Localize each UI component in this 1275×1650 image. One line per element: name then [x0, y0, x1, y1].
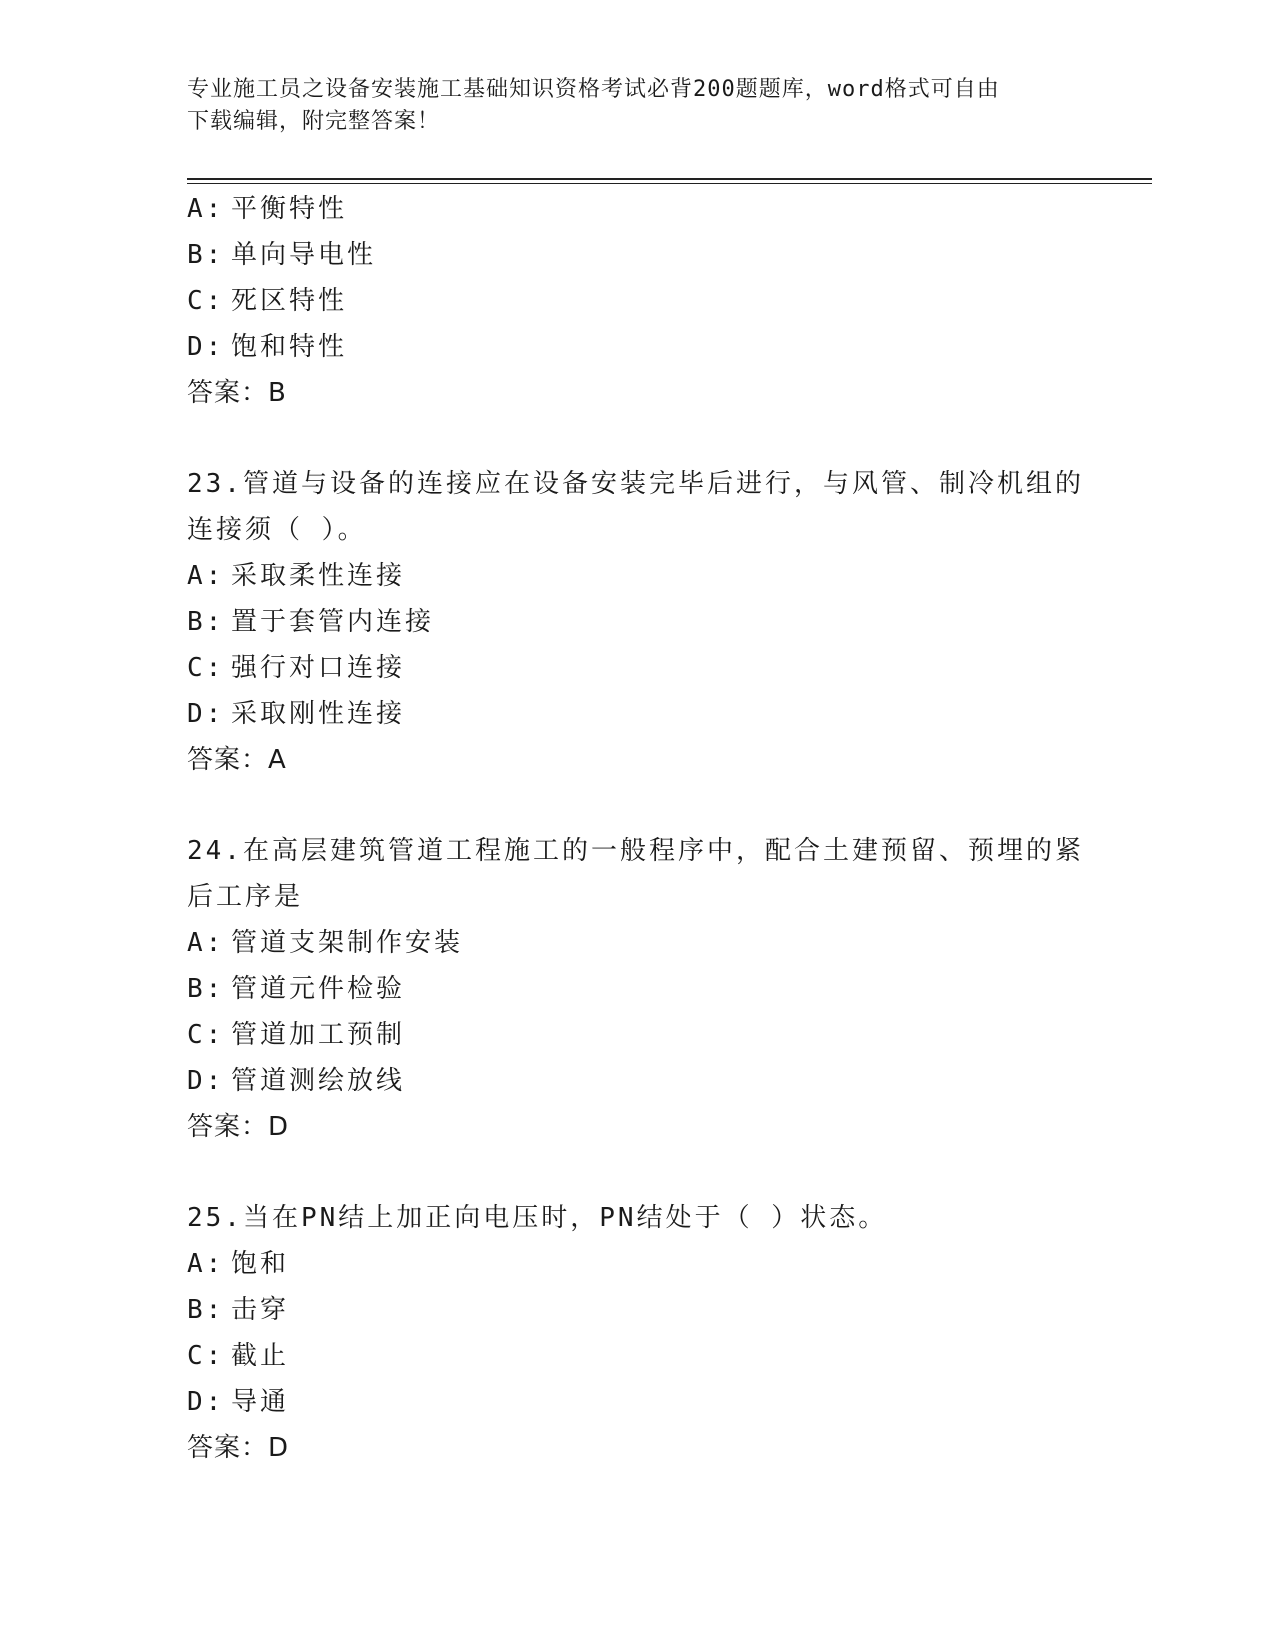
question-stem-line-2: 后工序是: [187, 882, 304, 912]
answer-line: 答案：B: [187, 378, 287, 408]
document-header: [187, 74, 1067, 138]
option-a: A: 管道支架制作安装: [187, 928, 464, 958]
option-a: A: 平衡特性: [187, 194, 348, 224]
answer-line: 答案：D: [187, 1112, 290, 1142]
question-23: [187, 461, 1087, 783]
option-b: B: 单向导电性: [187, 240, 377, 270]
question-25: [187, 1195, 1087, 1471]
question-24: [187, 828, 1087, 1150]
question-stem-line-1: 25.当在PN结上加正向电压时，PN结处于（ ）状态。: [187, 1203, 888, 1233]
option-d: D: 管道测绘放线: [187, 1066, 406, 1096]
question-list: [187, 186, 1087, 1471]
question-22: [187, 186, 1087, 416]
option-a: A: 采取柔性连接: [187, 561, 406, 591]
option-b: B: 置于套管内连接: [187, 607, 435, 637]
header-line-2: 下载编辑，附完整答案！: [187, 109, 441, 134]
option-b: B: 击穿: [187, 1295, 290, 1325]
question-stem-line-1: 23.管道与设备的连接应在设备安装完毕后进行，与风管、制冷机组的: [187, 469, 1084, 499]
header-divider: [187, 178, 1152, 180]
option-c: C: 死区特性: [187, 286, 348, 316]
option-d: D: 导通: [187, 1387, 290, 1417]
option-a: A: 饱和: [187, 1249, 290, 1279]
option-c: C: 截止: [187, 1341, 290, 1371]
header-divider-thin: [187, 183, 1152, 184]
option-d: D: 采取刚性连接: [187, 699, 406, 729]
question-stem-line-2: 连接须（ ）。: [187, 515, 367, 545]
option-c: C: 管道加工预制: [187, 1020, 406, 1050]
answer-line: 答案：D: [187, 1433, 290, 1463]
option-b: B: 管道元件检验: [187, 974, 406, 1004]
question-stem-line-1: 24.在高层建筑管道工程施工的一般程序中，配合土建预留、预埋的紧: [187, 836, 1084, 866]
answer-line: 答案：A: [187, 745, 287, 775]
option-d: D: 饱和特性: [187, 332, 348, 362]
header-line-1: 专业施工员之设备安装施工基础知识资格考试必背200题题库，word格式可自由: [187, 77, 1000, 102]
option-c: C: 强行对口连接: [187, 653, 406, 683]
